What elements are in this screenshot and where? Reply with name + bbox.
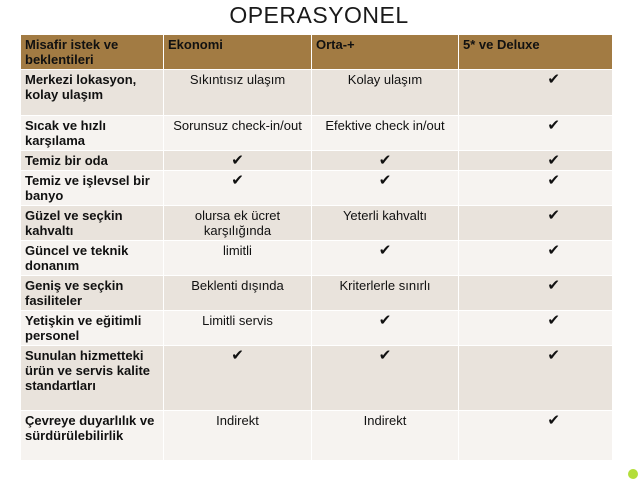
table-row bbox=[21, 206, 613, 241]
table-row bbox=[21, 241, 613, 276]
table-row bbox=[21, 311, 613, 346]
check-icon: ✔ bbox=[459, 151, 613, 171]
header-deluxe: 5* ve Deluxe bbox=[459, 35, 613, 70]
row-label: Yetişkin ve eğitimli personel bbox=[21, 311, 164, 346]
row-label: Güzel ve seçkin kahvaltı bbox=[21, 206, 164, 241]
cell-economy: olursa ek ücret karşılığında bbox=[164, 206, 312, 241]
row-label: Sıcak ve hızlı karşılama bbox=[21, 116, 164, 151]
row-label: Merkezi lokasyon, kolay ulaşım bbox=[21, 70, 164, 116]
cell-mid: Efektive check in/out bbox=[312, 116, 459, 151]
page-title: OPERASYONEL bbox=[229, 2, 409, 28]
check-icon: ✔ bbox=[459, 116, 613, 151]
check-icon: ✔ bbox=[459, 70, 613, 116]
table-row bbox=[21, 346, 613, 411]
row-label: Geniş ve seçkin fasiliteler bbox=[21, 276, 164, 311]
cell-economy: Indirekt bbox=[164, 411, 312, 461]
check-icon: ✔ bbox=[459, 311, 613, 346]
check-icon: ✔ bbox=[312, 241, 459, 276]
row-label: Temiz ve işlevsel bir banyo bbox=[21, 171, 164, 206]
check-icon: ✔ bbox=[312, 151, 459, 171]
cell-economy: Sorunsuz check-in/out bbox=[164, 116, 312, 151]
cell-economy: Beklenti dışında bbox=[164, 276, 312, 311]
table-row bbox=[21, 276, 613, 311]
cell-mid: Indirekt bbox=[312, 411, 459, 461]
table-row bbox=[21, 171, 613, 206]
check-icon: ✔ bbox=[459, 276, 613, 311]
table-row bbox=[21, 70, 613, 116]
check-icon: ✔ bbox=[164, 171, 312, 206]
check-icon: ✔ bbox=[459, 411, 613, 461]
cell-mid: Yeterli kahvaltı bbox=[312, 206, 459, 241]
check-icon: ✔ bbox=[312, 346, 459, 411]
check-icon: ✔ bbox=[459, 171, 613, 206]
accent-dot bbox=[628, 469, 638, 479]
cell-economy: Limitli servis bbox=[164, 311, 312, 346]
check-icon: ✔ bbox=[164, 346, 312, 411]
cell-mid: Kriterlerle sınırlı bbox=[312, 276, 459, 311]
check-icon: ✔ bbox=[459, 206, 613, 241]
header-row bbox=[21, 35, 613, 70]
check-icon: ✔ bbox=[459, 241, 613, 276]
cell-mid: Kolay ulaşım bbox=[312, 70, 459, 116]
table-row bbox=[21, 116, 613, 151]
header-mid: Orta-+ bbox=[312, 35, 459, 70]
row-label: Temiz bir oda bbox=[21, 151, 164, 171]
cell-economy: Sıkıntısız ulaşım bbox=[164, 70, 312, 116]
table-row bbox=[21, 151, 613, 171]
operations-table bbox=[20, 34, 613, 461]
row-label: Güncel ve teknik donanım bbox=[21, 241, 164, 276]
row-label: Çevreye duyarlılık ve sürdürülebilirlik bbox=[21, 411, 164, 461]
header-economy: Ekonomi bbox=[164, 35, 312, 70]
table-body bbox=[21, 70, 613, 461]
check-icon: ✔ bbox=[312, 311, 459, 346]
row-label: Sunulan hizmetteki ürün ve servis kalite standartları bbox=[21, 346, 164, 411]
check-icon: ✔ bbox=[312, 171, 459, 206]
table-row bbox=[21, 411, 613, 461]
check-icon: ✔ bbox=[164, 151, 312, 171]
cell-economy: limitli bbox=[164, 241, 312, 276]
check-icon: ✔ bbox=[459, 346, 613, 411]
header-guest-expectations: Misafir istek ve beklentileri bbox=[21, 35, 164, 70]
